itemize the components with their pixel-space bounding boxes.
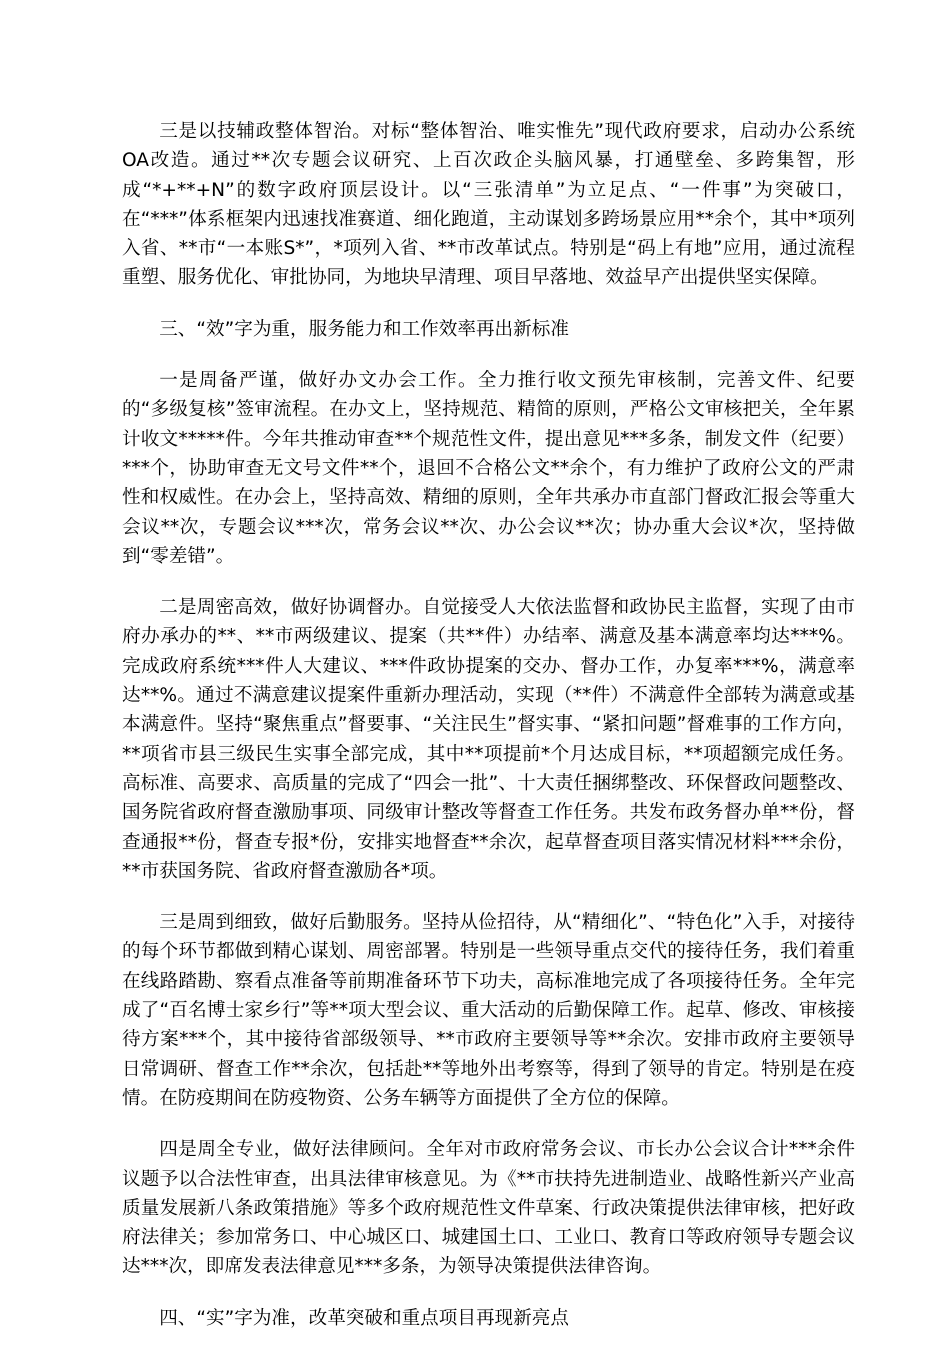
section-heading-reform: 四、“实”字为准，改革突破和重点项目再现新亮点: [159, 1307, 569, 1329]
paragraph-documents-meetings: 一是周备严谨，做好办文办会工作。全力推行收文预先审核制，完善文件、纪要的“多级复核”签审流程。在办文上，坚持规范、精简的原则，严格公文审核把关，全年累计收文*****件。今年共推动审查**个规范性文件，提出意见***多条，制发文件（纪要）***个，协助审查无文号文件**个，退回不合格公文**余个，有力维护了政府公文的严肃性和权威性。在办会上，坚持高效、精细的原则，全年共承办市直部门督政汇报会等重大会议**次，专题会议***次，常务会议**次、办公会议**次；协办重大会议*次，坚持做到“零差错”。: [122, 370, 855, 567]
paragraph-logistics-service: 三是周到细致，做好后勤服务。坚持从俭招待，从“精细化”、“特色化”入手，对接待的每个环节都做到精心谋划、周密部署。特别是一些领导重点交代的接待任务，我们着重在线路踏勘、察看点准备等前期准备环节下功夫，高标准地完成了各项接待任务。全年完成了“百名博士家乡行”等**项大型会议、重大活动的后勤保障工作。起草、修改、审核接待方案***个，其中接待省部级领导、**市政府主要领导等**余次。安排市政府主要领导日常调研、督查工作**余次，包括赴**等地外出考察等，得到了领导的肯定。特别是在疫情。在防疫期间在防疫物资、公务车辆等方面提供了全方位的保障。: [122, 912, 855, 1109]
paragraph-legal-counsel: 四是周全专业，做好法律顾问。全年对市政府常务会议、市长办公会议合计***余件议题予以合法性审查，出具法律审核意见。为《**市扶持先进制造业、战略性新兴产业高质量发展新八条政策措施》等多个政府规范性文件草案、行政决策提供法律审核，把好政府法律关；参加常务口、中心城区口、城建国土口、工业口、教育口等政府领导专题会议达***次，即席发表法律意见***多条，为领导决策提供法律咨询。: [122, 1139, 855, 1278]
paragraph-tech-governance: 三是以技辅政整体智治。对标“整体智治、唯实惟先”现代政府要求，启动办公系统OA改造。通过**次专题会议研究、上百次政企头脑风暴，打通壁垒、多跨集智，形成“*+**+N”的数字政府顶层设计。以“三张清单”为立足点、“一件事”为突破口，在“***”体系框架内迅速找准赛道、细化跑道，主动谋划多跨场景应用**余个，其中*项列入省、**市“一本账S*”，*项列入省、**市改革试点。特别是“码上有地”应用，通过流程重塑、服务优化、审批协同，为地块早清理、项目早落地、效益早产出提供坚实保障。: [122, 121, 855, 289]
document-page: [122, 117, 855, 1355]
paragraph-coordination-supervision: 二是周密高效，做好协调督办。自觉接受人大依法监督和政协民主监督，实现了由市府办承办的**、**市两级建议、提案（共**件）办结率、满意及基本满意率均达***%。完成政府系统***件人大建议、***件政协提案的交办、督办工作，办复率***%，满意率达**%。通过不满意建议提案件重新办理活动，实现（**件）不满意件全部转为满意或基本满意件。坚持“聚焦重点”督要事、“关注民生”督实事、“紧扣问题”督难事的工作方向，**项省市县三级民生实事全部完成，其中**项提前*个月达成目标，**项超额完成任务。高标准、高要求、高质量的完成了“四会一批”、十大责任捆绑整改、环保督政问题整改、国务院省政府督查激励事项、同级审计整改等督查工作任务。共发布政务督办单**份，督查通报**份，督查专报*份，安排实地督查**余次，起草督查项目落实情况材料***余份，**市获国务院、省政府督查激励各*项。: [122, 597, 855, 882]
section-heading-efficiency: 三、“效”字为重，服务能力和工作效率再出新标准: [159, 318, 569, 340]
